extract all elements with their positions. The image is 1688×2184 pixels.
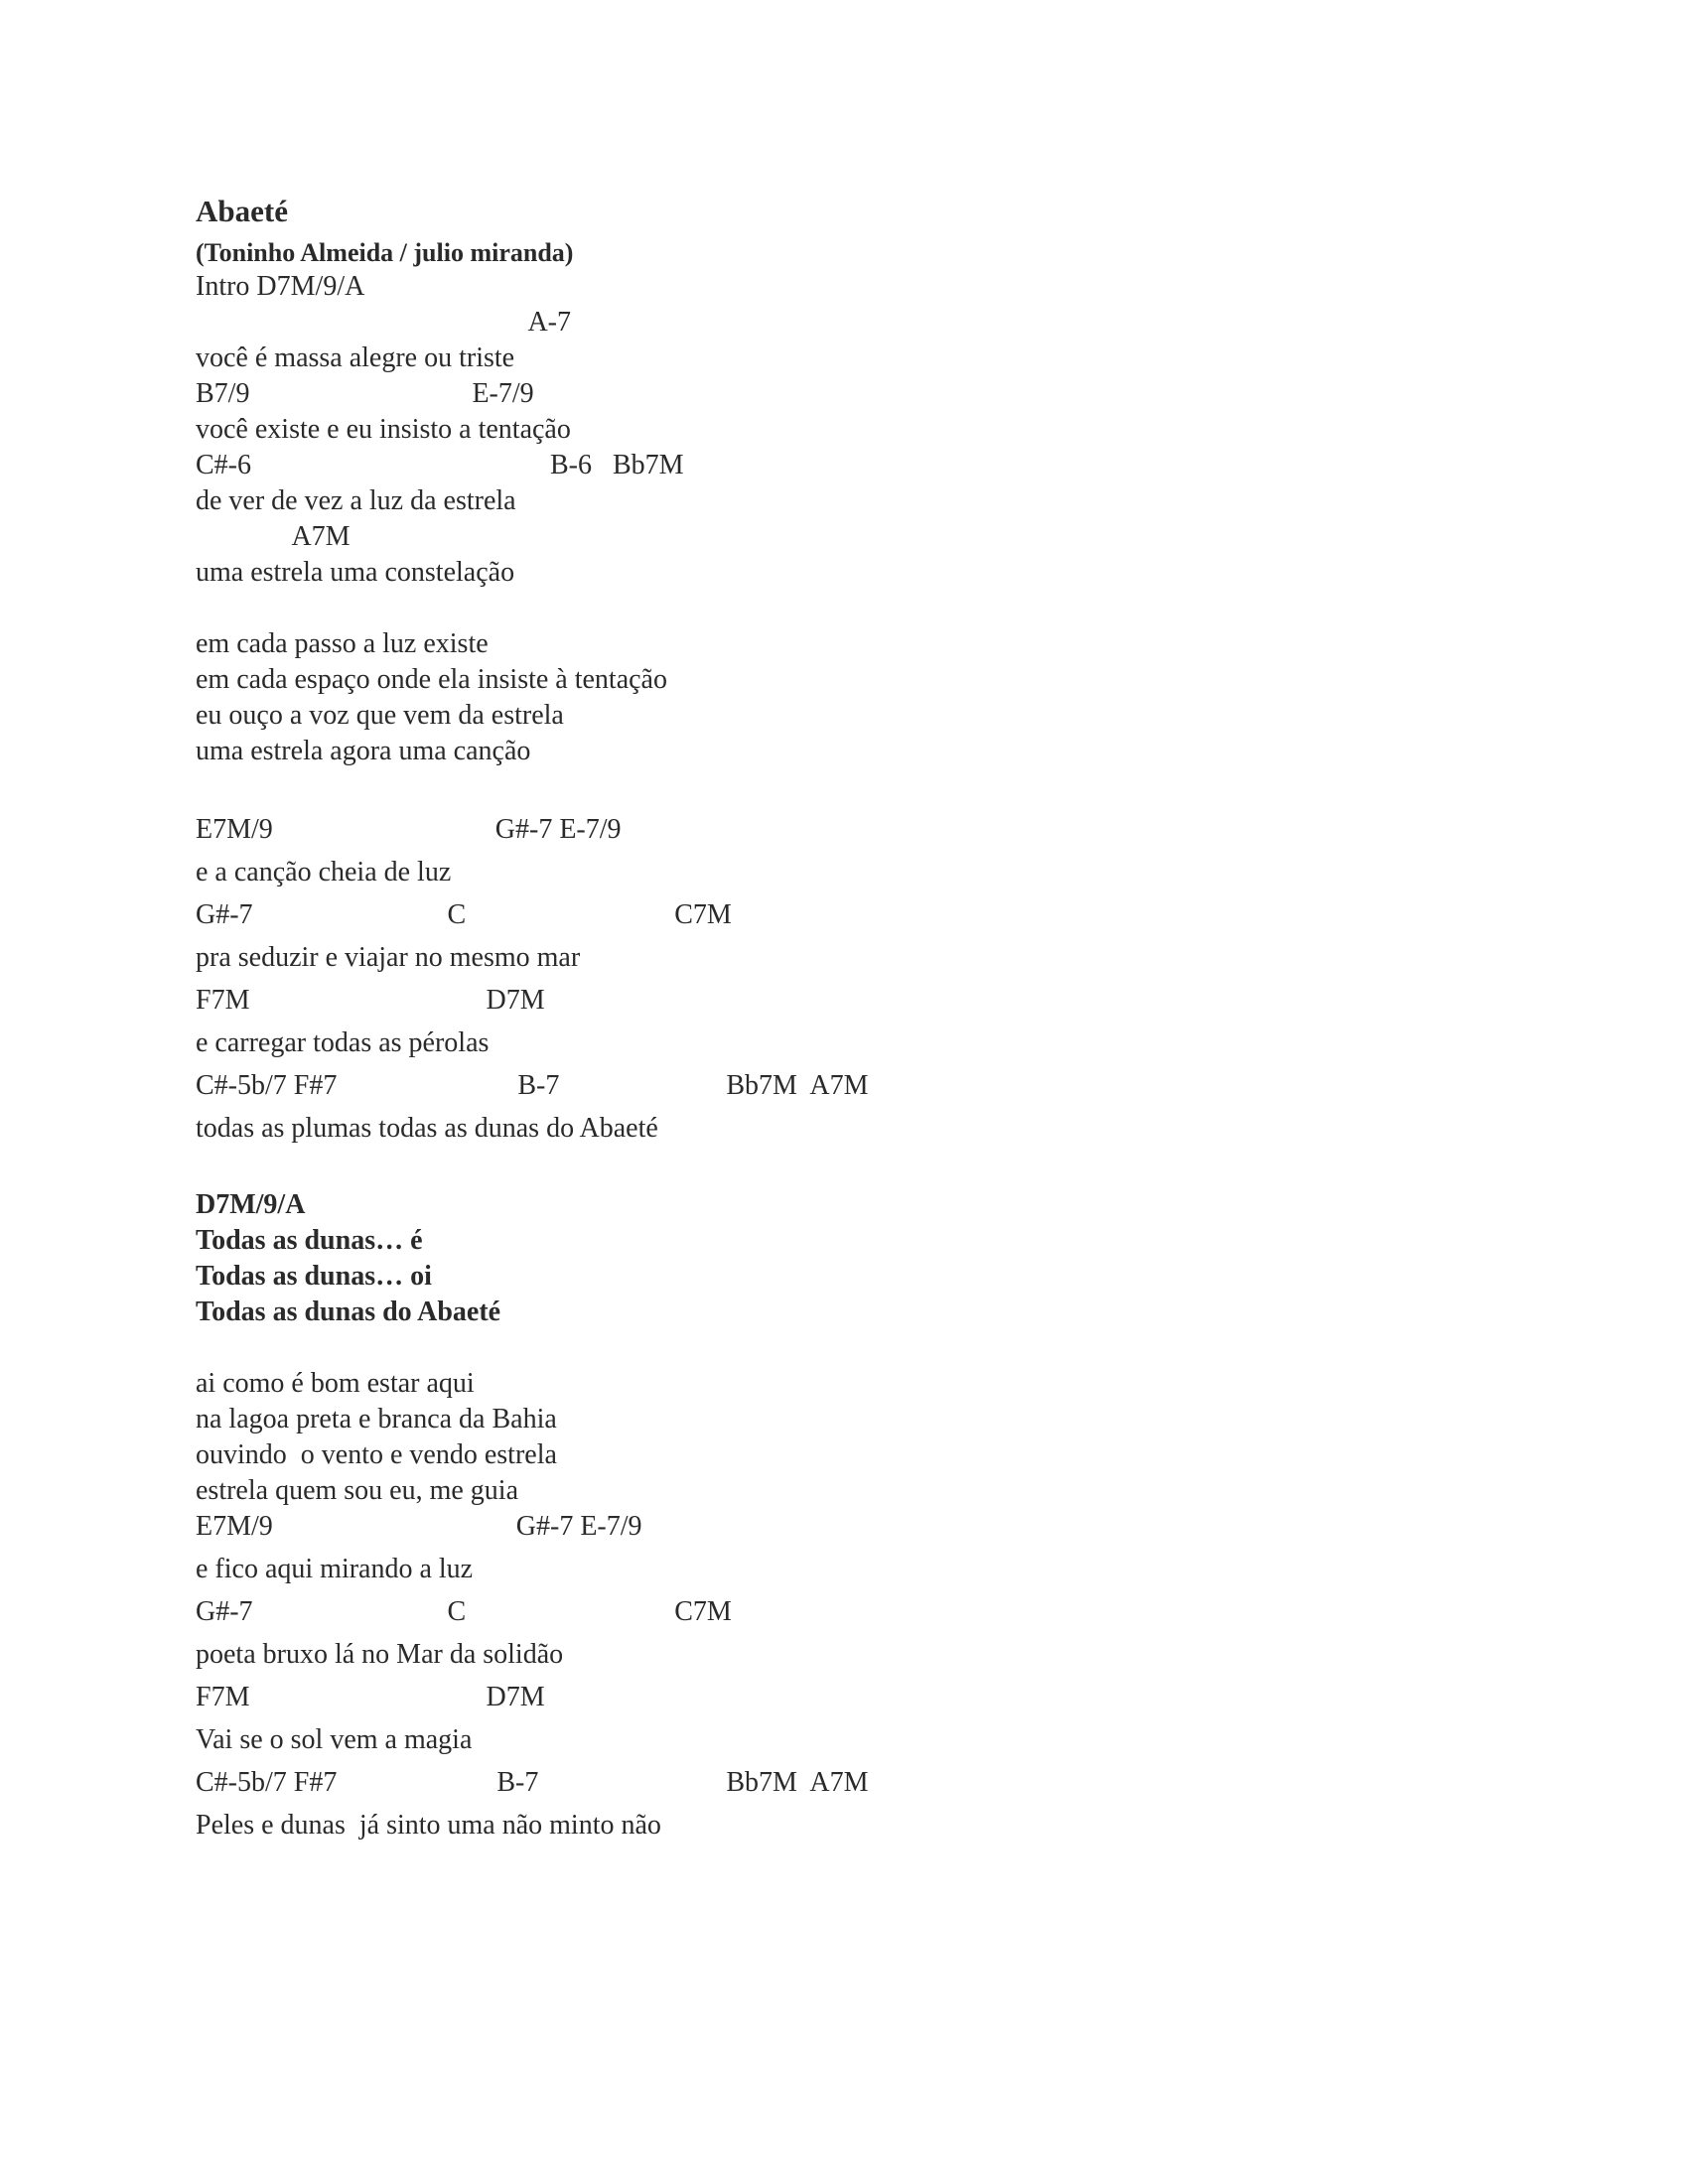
lyric-line: em cada espaço onde ela insiste à tentação (196, 664, 667, 695)
lyric-line: eu ouço a voz que vem da estrela (196, 700, 564, 731)
lyric-line: ai como é bom estar aqui (196, 1368, 475, 1399)
chord-line: G#-7 C C7M (196, 899, 732, 930)
lyric-line: uma estrela agora uma canção (196, 736, 531, 766)
song-title: Abaeté (196, 194, 288, 228)
lyric-line: de ver de vez a luz da estrela (196, 485, 516, 516)
lyric-line: uma estrela uma constelação (196, 557, 515, 588)
lyric-line: em cada passo a luz existe (196, 628, 489, 659)
chorus-line: Todas as dunas… oi (196, 1261, 432, 1292)
lyric-line: pra seduzir e viajar no mesmo mar (196, 942, 581, 973)
chord-line: A-7 (196, 307, 571, 338)
chorus-line: Todas as dunas… é (196, 1225, 423, 1256)
chorus-chord-line: D7M/9/A (196, 1189, 306, 1220)
chord-line: C#-5b/7 F#7 B-7 Bb7M A7M (196, 1767, 869, 1798)
lyric-line: e carregar todas as pérolas (196, 1027, 490, 1058)
chord-line: A7M (196, 521, 351, 552)
chord-line: E7M/9 G#-7 E-7/9 (196, 1511, 642, 1542)
chord-line: F7M D7M (196, 1682, 545, 1712)
chord-line: E7M/9 G#-7 E-7/9 (196, 814, 622, 845)
song-authors: (Toninho Almeida / julio miranda) (196, 238, 574, 267)
lyric-line: na lagoa preta e branca da Bahia (196, 1404, 557, 1434)
lyric-line: Vai se o sol vem a magia (196, 1724, 473, 1755)
chord-line: C#-6 B-6 Bb7M (196, 450, 684, 480)
lyric-line: Peles e dunas já sinto uma não minto não (196, 1810, 661, 1841)
chord-line: F7M D7M (196, 985, 545, 1016)
lyric-line: poeta bruxo lá no Mar da solidão (196, 1639, 564, 1670)
lyric-line: todas as plumas todas as dunas do Abaeté (196, 1113, 658, 1144)
chord-line: C#-5b/7 F#7 B-7 Bb7M A7M (196, 1070, 869, 1101)
chord-line: B7/9 E-7/9 (196, 378, 534, 409)
chorus-line: Todas as dunas do Abaeté (196, 1297, 501, 1327)
lyric-line: e fico aqui mirando a luz (196, 1554, 474, 1584)
lyric-line: ouvindo o vento e vendo estrela (196, 1439, 557, 1470)
lyric-line: e a canção cheia de luz (196, 857, 452, 887)
lyric-line: você existe e eu insisto a tentação (196, 414, 571, 445)
intro-line: Intro D7M/9/A (196, 271, 365, 302)
lyric-line: estrela quem sou eu, me guia (196, 1475, 519, 1506)
chord-line: G#-7 C C7M (196, 1596, 732, 1627)
lyric-line: você é massa alegre ou triste (196, 342, 515, 373)
